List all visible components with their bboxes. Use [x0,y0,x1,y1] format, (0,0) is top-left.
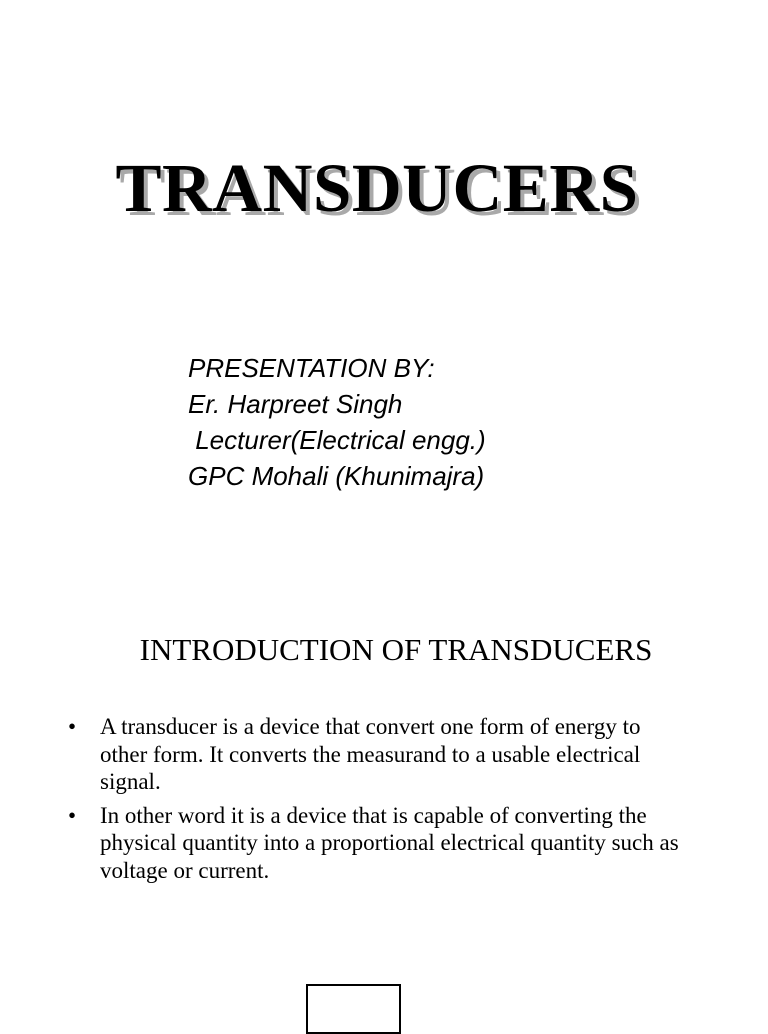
bullet-list [68,713,688,890]
bullet-icon: • [68,802,77,828]
bullet-text: In other word it is a device that is capable of converting the physical quantity into a proportional electrical quantity such as voltage or current. [100,802,679,883]
list-item [68,713,688,796]
page-frame-box [306,984,401,1034]
bullet-icon: • [68,714,77,739]
presenter-name: Er. Harpreet Singh [188,389,403,419]
bullet-text: A transducer is a device that convert one form of energy to other form. It converts the measurand to a usable electrical signal. [100,714,641,794]
slide-title: TRANSDUCERS [115,150,639,226]
presenter-designation: Lecturer(Electrical engg.) [188,425,486,455]
presenter-line: PRESENTATION BY: [188,353,435,383]
presenter-institute: GPC Mohali (Khunimajra) [188,461,485,491]
list-item [68,802,688,885]
presenter-info [188,350,486,494]
section-heading: INTRODUCTION OF TRANSDUCERS [139,632,653,667]
